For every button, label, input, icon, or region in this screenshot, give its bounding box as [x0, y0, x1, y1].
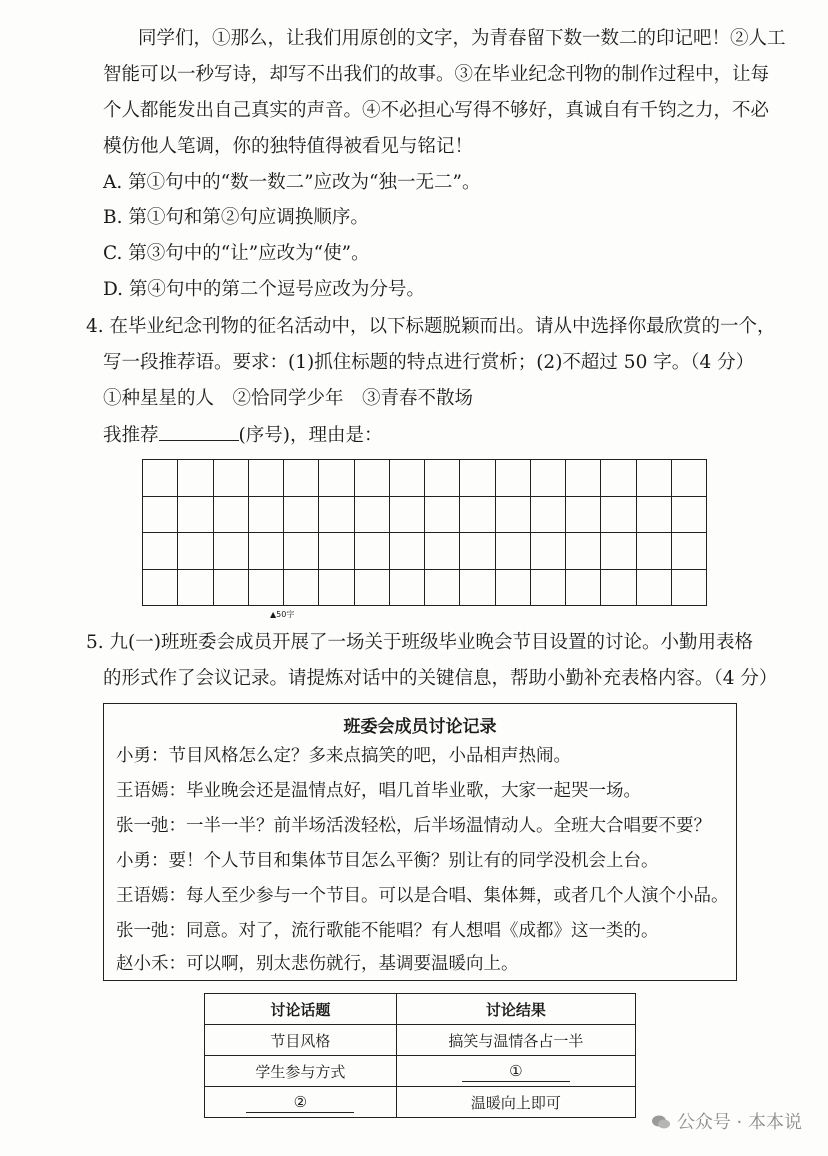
record-line: 小勇：要！个人节目和集体节目怎么平衡？别让有的同学没机会上台。: [116, 851, 659, 871]
blank-1-label: ①: [462, 1061, 570, 1082]
grid-cell[interactable]: [601, 460, 636, 497]
grid-cell[interactable]: [143, 533, 178, 570]
answer-blank-1[interactable]: [396, 1056, 635, 1087]
grid-cell[interactable]: [178, 533, 213, 570]
grid-cell[interactable]: [214, 497, 249, 534]
grid-cell[interactable]: [637, 460, 672, 497]
grid-cell[interactable]: [425, 460, 460, 497]
table-row: [205, 1025, 636, 1056]
grid-cell[interactable]: [143, 497, 178, 534]
question-4-line-1: 4. 在毕业纪念刊物的征名活动中，以下标题脱颖而出。请从中选择你最欣赏的一个，: [86, 316, 776, 337]
grid-cell[interactable]: [390, 533, 425, 570]
grid-cell[interactable]: [531, 533, 566, 570]
grid-cell[interactable]: [249, 533, 284, 570]
grid-cell[interactable]: [460, 497, 495, 534]
grid-cell[interactable]: [496, 570, 531, 607]
table-cell: 搞笑与温情各占一半: [396, 1025, 635, 1056]
grid-cell[interactable]: [531, 570, 566, 607]
grid-cell[interactable]: [390, 497, 425, 534]
grid-cell[interactable]: [319, 533, 354, 570]
answer-blank-2[interactable]: [205, 1087, 397, 1118]
grid-cell[interactable]: [319, 460, 354, 497]
grid-50-mark: ▲50字: [270, 610, 295, 619]
grid-cell[interactable]: [178, 570, 213, 607]
grid-cell[interactable]: [214, 570, 249, 607]
question-5-line-1: 5. 九(一)班班委会成员开展了一场关于班级毕业晚会节目设置的讨论。小勤用表格: [86, 632, 753, 653]
record-title: 班委会成员讨论记录: [343, 717, 497, 737]
grid-cell[interactable]: [284, 497, 319, 534]
grid-cell[interactable]: [390, 460, 425, 497]
table-cell: 节目风格: [205, 1025, 397, 1056]
grid-cell[interactable]: [496, 497, 531, 534]
table-row: [205, 1087, 636, 1118]
passage-line-2: 智能可以一秒写诗，却写不出我们的故事。③在毕业纪念刊物的制作过程中，让每: [103, 64, 770, 85]
grid-cell[interactable]: [672, 570, 707, 607]
grid-cell[interactable]: [531, 460, 566, 497]
recommend-suffix: (序号)，理由是：: [238, 425, 383, 446]
grid-cell[interactable]: [496, 460, 531, 497]
question-4-choices: ①种星星的人 ②恰同学少年 ③青春不散场: [103, 388, 474, 409]
record-line: 王语嫣：毕业晚会还是温情点好，唱几首毕业歌，大家一起哭一场。: [116, 781, 641, 801]
grid-cell[interactable]: [637, 497, 672, 534]
recommend-prefix: 我推荐: [103, 425, 159, 446]
wechat-icon: [651, 1114, 671, 1130]
table-cell: 学生参与方式: [205, 1056, 397, 1087]
grid-cell[interactable]: [355, 533, 390, 570]
grid-cell[interactable]: [672, 460, 707, 497]
option-b: B. 第①句和第②句应调换顺序。: [103, 207, 369, 228]
grid-cell[interactable]: [178, 497, 213, 534]
header-result: 讨论结果: [396, 994, 635, 1025]
blank-2-label: ②: [246, 1092, 354, 1113]
answer-grid[interactable]: [142, 459, 707, 606]
record-line: 赵小禾：可以啊，别太悲伤就行，基调要温暖向上。: [116, 954, 519, 974]
grid-cell[interactable]: [249, 570, 284, 607]
grid-cell[interactable]: [249, 460, 284, 497]
grid-cell[interactable]: [178, 460, 213, 497]
option-d: D. 第④句中的第二个逗号应改为分号。: [103, 279, 425, 300]
grid-cell[interactable]: [355, 460, 390, 497]
table-header-row: [205, 994, 636, 1025]
grid-cell[interactable]: [425, 533, 460, 570]
grid-cell[interactable]: [566, 533, 601, 570]
question-4-line-2: 写一段推荐语。要求：(1)抓住标题的特点进行赏析；(2)不超过 50 字。（4 分）: [103, 352, 755, 373]
grid-cell[interactable]: [672, 533, 707, 570]
record-line: 张一弛：同意。对了，流行歌能不能唱？有人想唱《成都》这一类的。: [116, 921, 659, 941]
grid-cell[interactable]: [249, 497, 284, 534]
grid-cell[interactable]: [460, 570, 495, 607]
grid-cell[interactable]: [319, 497, 354, 534]
grid-cell[interactable]: [214, 533, 249, 570]
discussion-record-box: [103, 703, 737, 981]
passage-line-1: 同学们，①那么，让我们用原创的文字，为青春留下数一数二的印记吧！②人工: [138, 28, 786, 49]
grid-cell[interactable]: [566, 460, 601, 497]
grid-cell[interactable]: [284, 460, 319, 497]
question-5-line-2: 的形式作了会议记录。请提炼对话中的关键信息，帮助小勤补充表格内容。（4 分）: [103, 668, 778, 689]
grid-cell[interactable]: [355, 497, 390, 534]
record-line: 王语嫣：每人至少参与一个节目。可以是合唱、集体舞，或者几个人演个小品。: [116, 886, 729, 906]
grid-cell[interactable]: [355, 570, 390, 607]
grid-cell[interactable]: [460, 533, 495, 570]
option-c: C. 第③句中的“让”应改为“使”。: [103, 243, 370, 264]
table-cell: 温暖向上即可: [396, 1087, 635, 1118]
grid-cell[interactable]: [601, 497, 636, 534]
header-topic: 讨论话题: [205, 994, 397, 1025]
grid-cell[interactable]: [319, 570, 354, 607]
grid-cell[interactable]: [143, 460, 178, 497]
grid-cell[interactable]: [601, 570, 636, 607]
grid-cell[interactable]: [284, 533, 319, 570]
record-line: 小勇：节目风格怎么定？多来点搞笑的吧，小品相声热闹。: [116, 746, 571, 766]
grid-cell[interactable]: [637, 533, 672, 570]
passage-line-4: 模仿他人笔调，你的独特值得被看见与铭记！: [103, 136, 474, 157]
watermark: [651, 1108, 802, 1134]
grid-cell[interactable]: [496, 533, 531, 570]
grid-cell[interactable]: [214, 460, 249, 497]
grid-cell[interactable]: [425, 570, 460, 607]
summary-table: [204, 993, 636, 1118]
option-a: A. 第①句中的“数一数二”应改为“独一无二”。: [103, 172, 481, 193]
grid-cell[interactable]: [566, 497, 601, 534]
watermark-text: 公众号 · 本本说: [676, 1112, 802, 1133]
grid-cell[interactable]: [425, 497, 460, 534]
grid-cell[interactable]: [284, 570, 319, 607]
grid-cell[interactable]: [672, 497, 707, 534]
grid-cell[interactable]: [637, 570, 672, 607]
recommend-blank[interactable]: [159, 422, 239, 441]
grid-cell[interactable]: [531, 497, 566, 534]
grid-cell[interactable]: [143, 570, 178, 607]
grid-cell[interactable]: [460, 460, 495, 497]
passage-line-3: 个人都能发出自己真实的声音。④不必担心写得不够好，真诚自有千钧之力，不必: [103, 100, 770, 121]
grid-cell[interactable]: [601, 533, 636, 570]
table-row: [205, 1056, 636, 1087]
record-line: 张一弛：一半一半？前半场活泼轻松，后半场温情动人。全班大合唱要不要？: [116, 816, 711, 836]
grid-cell[interactable]: [390, 570, 425, 607]
grid-cell[interactable]: [566, 570, 601, 607]
recommend-line: [103, 422, 382, 449]
